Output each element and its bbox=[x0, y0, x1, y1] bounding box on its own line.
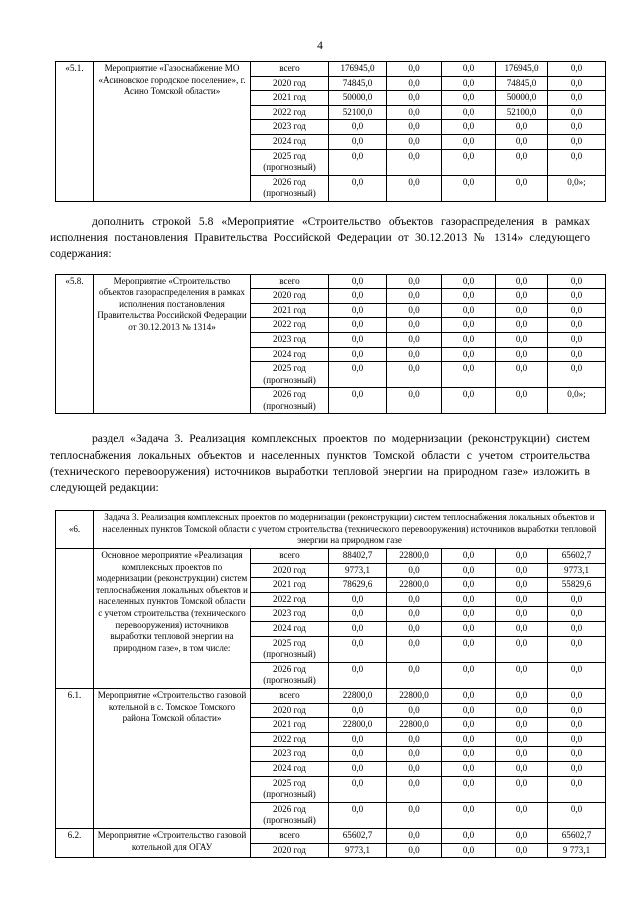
year-label: 2025 год (прогнозный) bbox=[251, 149, 329, 175]
value-cell: 22800,0 bbox=[387, 549, 442, 564]
value-cell: 0,0 bbox=[548, 76, 606, 91]
value-cell: 0,0 bbox=[329, 149, 387, 175]
value-cell: 0,0 bbox=[548, 761, 606, 776]
year-label: 2024 год bbox=[251, 761, 329, 776]
value-cell: 0,0»; bbox=[548, 388, 606, 414]
value-cell: 0,0 bbox=[496, 563, 548, 578]
value-cell: 65602,7 bbox=[548, 549, 606, 564]
year-label: 2023 год bbox=[251, 120, 329, 135]
value-cell: 65602,7 bbox=[548, 828, 606, 843]
value-cell: 0,0 bbox=[548, 318, 606, 333]
year-label: 2020 год bbox=[251, 843, 329, 858]
value-cell: 0,0 bbox=[329, 776, 387, 802]
table-5-8 bbox=[55, 274, 606, 415]
year-label: 2020 год bbox=[251, 703, 329, 718]
value-cell: 0,0 bbox=[496, 776, 548, 802]
value-cell: 9 773,1 bbox=[548, 843, 606, 858]
value-cell: 0,0 bbox=[329, 175, 387, 201]
value-cell: 0,0 bbox=[442, 703, 496, 718]
value-cell: 50000,0 bbox=[496, 91, 548, 106]
value-cell: 0,0 bbox=[329, 303, 387, 318]
value-cell: 0,0 bbox=[442, 105, 496, 120]
value-cell: 22800,0 bbox=[329, 689, 387, 704]
value-cell: 0,0 bbox=[387, 105, 442, 120]
value-cell: 176945,0 bbox=[329, 62, 387, 77]
year-label: 2026 год (прогнозный) bbox=[251, 802, 329, 828]
value-cell: 0,0 bbox=[329, 622, 387, 637]
year-label: 2021 год bbox=[251, 578, 329, 593]
value-cell: 0,0 bbox=[496, 843, 548, 858]
row-number-cell: «5.8. bbox=[56, 274, 94, 414]
paragraph-section-task-3: раздел «Задача 3. Реализация комплексных проектов по модернизации (реконструкции) систем теплоснабжения локальных объектов и населенных пунктов Томской области с учетом строительства (технического перевооружения) источников выработки тепловой энергии на природном газе» изложить в следующей редакции: bbox=[50, 432, 590, 495]
row-description-cell: Мероприятие «Газоснабжение МО «Асиновское городское поселение», г. Асино Томской области» bbox=[94, 62, 251, 202]
year-label: всего bbox=[251, 828, 329, 843]
value-cell: 0,0 bbox=[496, 549, 548, 564]
value-cell: 0,0 bbox=[387, 134, 442, 149]
year-label: 2024 год bbox=[251, 622, 329, 637]
value-cell: 0,0 bbox=[496, 303, 548, 318]
value-cell: 0,0 bbox=[329, 274, 387, 289]
value-cell: 0,0 bbox=[496, 149, 548, 175]
value-cell: 0,0 bbox=[496, 732, 548, 747]
value-cell: 0,0 bbox=[387, 62, 442, 77]
value-cell: 0,0 bbox=[548, 62, 606, 77]
value-cell: 0,0 bbox=[387, 776, 442, 802]
value-cell: 0,0 bbox=[496, 747, 548, 762]
row-number-cell bbox=[56, 549, 94, 689]
year-label: 2022 год bbox=[251, 318, 329, 333]
value-cell: 88402,7 bbox=[329, 549, 387, 564]
value-cell: 22800,0 bbox=[387, 578, 442, 593]
value-cell: 0,0 bbox=[548, 607, 606, 622]
value-cell: 0,0 bbox=[496, 134, 548, 149]
value-cell: 176945,0 bbox=[496, 62, 548, 77]
value-cell: 52100,0 bbox=[496, 105, 548, 120]
value-cell: 0,0 bbox=[548, 718, 606, 733]
value-cell: 0,0 bbox=[329, 347, 387, 362]
value-cell: 0,0 bbox=[442, 732, 496, 747]
value-cell: 0,0 bbox=[442, 776, 496, 802]
value-cell: 74845,0 bbox=[329, 76, 387, 91]
row-description-cell: Мероприятие «Строительство газовой котельной для ОГАУ bbox=[94, 828, 251, 857]
value-cell: 22800,0 bbox=[387, 689, 442, 704]
value-cell: 0,0 bbox=[387, 149, 442, 175]
value-cell: 0,0 bbox=[387, 332, 442, 347]
value-cell: 0,0 bbox=[387, 636, 442, 662]
value-cell: 0,0 bbox=[548, 747, 606, 762]
value-cell: 0,0 bbox=[387, 76, 442, 91]
value-cell: 0,0 bbox=[548, 149, 606, 175]
value-cell: 0,0 bbox=[496, 332, 548, 347]
value-cell: 0,0 bbox=[387, 91, 442, 106]
value-cell: 0,0 bbox=[329, 120, 387, 135]
value-cell: 0,0 bbox=[548, 303, 606, 318]
table-6-wrapper bbox=[55, 510, 597, 858]
value-cell: 0,0 bbox=[387, 802, 442, 828]
row-number-cell: 6.1. bbox=[56, 689, 94, 829]
table-row bbox=[56, 828, 606, 843]
value-cell: 0,0 bbox=[548, 776, 606, 802]
value-cell: 0,0 bbox=[496, 592, 548, 607]
value-cell: 0,0 bbox=[496, 607, 548, 622]
value-cell: 0,0 bbox=[442, 62, 496, 77]
value-cell: 0,0 bbox=[387, 120, 442, 135]
value-cell: 0,0 bbox=[387, 592, 442, 607]
value-cell: 0,0 bbox=[387, 274, 442, 289]
value-cell: 0,0 bbox=[548, 592, 606, 607]
value-cell: 0,0 bbox=[442, 149, 496, 175]
value-cell: 0,0 bbox=[548, 289, 606, 304]
value-cell: 0,0 bbox=[329, 636, 387, 662]
value-cell: 0,0 bbox=[442, 274, 496, 289]
value-cell: 0,0 bbox=[387, 843, 442, 858]
value-cell: 0,0 bbox=[548, 636, 606, 662]
value-cell: 74845,0 bbox=[496, 76, 548, 91]
year-label: всего bbox=[251, 549, 329, 564]
year-label: 2023 год bbox=[251, 747, 329, 762]
value-cell: 0,0 bbox=[496, 318, 548, 333]
value-cell: 0,0 bbox=[442, 347, 496, 362]
value-cell: 0,0 bbox=[548, 732, 606, 747]
value-cell: 0,0 bbox=[329, 607, 387, 622]
value-cell: 0,0 bbox=[442, 592, 496, 607]
table-5-8-wrapper bbox=[55, 274, 585, 415]
value-cell: 0,0 bbox=[442, 802, 496, 828]
table-5-1-wrapper bbox=[55, 61, 585, 202]
value-cell: 0,0 bbox=[329, 388, 387, 414]
year-label: 2024 год bbox=[251, 134, 329, 149]
value-cell: 0,0 bbox=[548, 689, 606, 704]
value-cell: 0,0 bbox=[496, 636, 548, 662]
table-5-1 bbox=[55, 61, 606, 202]
table-row bbox=[56, 549, 606, 564]
paragraph-add-row-5-8: дополнить строкой 5.8 «Мероприятие «Строительство объектов газораспределения в рамках исполнения постановления Правительства Российской Федерации от 30.12.2013 № 1314» следующего содержания: bbox=[50, 214, 590, 261]
value-cell: 0,0 bbox=[442, 549, 496, 564]
value-cell: 0,0 bbox=[387, 175, 442, 201]
value-cell: 0,0 bbox=[548, 622, 606, 637]
value-cell: 0,0 bbox=[329, 732, 387, 747]
year-label: 2025 год (прогнозный) bbox=[251, 636, 329, 662]
value-cell: 0,0 bbox=[496, 362, 548, 388]
value-cell: 0,0 bbox=[329, 662, 387, 688]
value-cell: 0,0 bbox=[329, 289, 387, 304]
value-cell: 0,0 bbox=[387, 747, 442, 762]
year-label: 2025 год (прогнозный) bbox=[251, 776, 329, 802]
value-cell: 0,0 bbox=[329, 362, 387, 388]
value-cell: 52100,0 bbox=[329, 105, 387, 120]
value-cell: 0,0 bbox=[387, 388, 442, 414]
value-cell: 0,0 bbox=[387, 318, 442, 333]
value-cell: 0,0 bbox=[496, 761, 548, 776]
row-description-cell: Мероприятие «Строительство объектов газораспределения в рамках исполнения постановления Правительства Российской Федерации от 30.12.2013 № 1314» bbox=[94, 274, 251, 414]
value-cell: 0,0 bbox=[548, 120, 606, 135]
value-cell: 0,0 bbox=[329, 332, 387, 347]
year-label: 2024 год bbox=[251, 347, 329, 362]
year-label: всего bbox=[251, 274, 329, 289]
year-label: 2026 год (прогнозный) bbox=[251, 388, 329, 414]
value-cell: 0,0 bbox=[496, 289, 548, 304]
value-cell: 0,0 bbox=[387, 289, 442, 304]
value-cell: 55829,6 bbox=[548, 578, 606, 593]
value-cell: 0,0 bbox=[387, 732, 442, 747]
value-cell: 0,0 bbox=[496, 703, 548, 718]
value-cell: 0,0 bbox=[548, 662, 606, 688]
value-cell: 0,0 bbox=[442, 134, 496, 149]
value-cell: 0,0 bbox=[548, 332, 606, 347]
task-3-header-text: Задача 3. Реализация комплексных проектов по модернизации (реконструкции) систем теплоснабжения локальных объектов и населенных пунктов Томской области с учетом строительства (технического перевооружения) источников выработки тепловой энергии на природном газе bbox=[94, 511, 606, 549]
value-cell: 0,0 bbox=[496, 175, 548, 201]
table-row bbox=[56, 62, 606, 77]
value-cell: 0,0 bbox=[442, 747, 496, 762]
value-cell: 22800,0 bbox=[329, 718, 387, 733]
value-cell: 0,0 bbox=[387, 362, 442, 388]
row-number-cell: «6. bbox=[56, 511, 94, 549]
value-cell: 0,0 bbox=[442, 689, 496, 704]
value-cell: 9773,1 bbox=[329, 843, 387, 858]
value-cell: 0,0 bbox=[442, 636, 496, 662]
value-cell: 0,0 bbox=[387, 303, 442, 318]
table-row bbox=[56, 274, 606, 289]
value-cell: 0,0 bbox=[387, 662, 442, 688]
value-cell: 65602,7 bbox=[329, 828, 387, 843]
row-description-cell: Мероприятие «Строительство газовой котельной в с. Томское Томского района Томской области» bbox=[94, 689, 251, 829]
value-cell: 0,0 bbox=[442, 303, 496, 318]
value-cell: 0,0 bbox=[548, 134, 606, 149]
value-cell: 0,0 bbox=[387, 607, 442, 622]
value-cell: 22800,0 bbox=[387, 718, 442, 733]
year-label: 2020 год bbox=[251, 563, 329, 578]
value-cell: 0,0 bbox=[442, 289, 496, 304]
value-cell: 0,0 bbox=[442, 175, 496, 201]
year-label: 2026 год (прогнозный) bbox=[251, 662, 329, 688]
value-cell: 0,0 bbox=[329, 134, 387, 149]
value-cell: 0,0 bbox=[496, 120, 548, 135]
value-cell: 0,0 bbox=[548, 802, 606, 828]
year-label: 2025 год (прогнозный) bbox=[251, 362, 329, 388]
value-cell: 0,0 bbox=[442, 388, 496, 414]
value-cell: 0,0 bbox=[442, 622, 496, 637]
value-cell: 50000,0 bbox=[329, 91, 387, 106]
year-label: 2022 год bbox=[251, 105, 329, 120]
value-cell: 9773,1 bbox=[329, 563, 387, 578]
year-label: 2022 год bbox=[251, 732, 329, 747]
value-cell: 9773,1 bbox=[548, 563, 606, 578]
year-label: 2021 год bbox=[251, 91, 329, 106]
value-cell: 0,0 bbox=[329, 703, 387, 718]
value-cell: 78629,6 bbox=[329, 578, 387, 593]
value-cell: 0,0 bbox=[329, 747, 387, 762]
value-cell: 0,0 bbox=[442, 76, 496, 91]
value-cell: 0,0 bbox=[548, 703, 606, 718]
value-cell: 0,0 bbox=[496, 347, 548, 362]
year-label: 2026 год (прогнозный) bbox=[251, 175, 329, 201]
year-label: всего bbox=[251, 62, 329, 77]
value-cell: 0,0 bbox=[548, 105, 606, 120]
year-label: всего bbox=[251, 689, 329, 704]
table-6 bbox=[55, 510, 606, 858]
value-cell: 0,0 bbox=[548, 347, 606, 362]
value-cell: 0,0 bbox=[442, 662, 496, 688]
value-cell: 0,0 bbox=[329, 802, 387, 828]
value-cell: 0,0 bbox=[387, 347, 442, 362]
year-label: 2020 год bbox=[251, 76, 329, 91]
value-cell: 0,0 bbox=[496, 388, 548, 414]
value-cell: 0,0 bbox=[442, 120, 496, 135]
value-cell: 0,0 bbox=[496, 662, 548, 688]
value-cell: 0,0 bbox=[329, 592, 387, 607]
year-label: 2021 год bbox=[251, 718, 329, 733]
row-number-cell: 6.2. bbox=[56, 828, 94, 857]
value-cell: 0,0 bbox=[329, 318, 387, 333]
value-cell: 0,0 bbox=[387, 828, 442, 843]
value-cell: 0,0 bbox=[387, 622, 442, 637]
value-cell: 0,0 bbox=[442, 362, 496, 388]
value-cell: 0,0 bbox=[387, 563, 442, 578]
value-cell: 0,0 bbox=[442, 563, 496, 578]
value-cell: 0,0 bbox=[442, 332, 496, 347]
row-description-cell: Основное мероприятие «Реализация комплексных проектов по модернизации (реконструкции) систем теплоснабжения локальных объектов и населенных пунктов Томской области с учетом строительства (технического перевооружения) источников выработки тепловой энергии на природном газе», в том числе: bbox=[94, 549, 251, 689]
value-cell: 0,0 bbox=[548, 274, 606, 289]
value-cell: 0,0 bbox=[442, 718, 496, 733]
value-cell: 0,0 bbox=[548, 362, 606, 388]
value-cell: 0,0 bbox=[442, 607, 496, 622]
value-cell: 0,0 bbox=[442, 843, 496, 858]
value-cell: 0,0 bbox=[496, 718, 548, 733]
value-cell: 0,0 bbox=[442, 761, 496, 776]
year-label: 2021 год bbox=[251, 303, 329, 318]
value-cell: 0,0 bbox=[496, 802, 548, 828]
year-label: 2022 год bbox=[251, 592, 329, 607]
value-cell: 0,0 bbox=[496, 622, 548, 637]
table-header-row bbox=[56, 511, 606, 549]
year-label: 2020 год bbox=[251, 289, 329, 304]
value-cell: 0,0 bbox=[442, 578, 496, 593]
value-cell: 0,0»; bbox=[548, 175, 606, 201]
page-number: 4 bbox=[317, 40, 323, 52]
value-cell: 0,0 bbox=[548, 91, 606, 106]
value-cell: 0,0 bbox=[496, 274, 548, 289]
year-label: 2023 год bbox=[251, 607, 329, 622]
value-cell: 0,0 bbox=[442, 828, 496, 843]
value-cell: 0,0 bbox=[329, 761, 387, 776]
year-label: 2023 год bbox=[251, 332, 329, 347]
value-cell: 0,0 bbox=[496, 689, 548, 704]
table-row bbox=[56, 689, 606, 704]
value-cell: 0,0 bbox=[387, 703, 442, 718]
row-number-cell: «5.1. bbox=[56, 62, 94, 202]
value-cell: 0,0 bbox=[442, 91, 496, 106]
value-cell: 0,0 bbox=[387, 761, 442, 776]
value-cell: 0,0 bbox=[496, 578, 548, 593]
value-cell: 0,0 bbox=[442, 318, 496, 333]
value-cell: 0,0 bbox=[496, 828, 548, 843]
